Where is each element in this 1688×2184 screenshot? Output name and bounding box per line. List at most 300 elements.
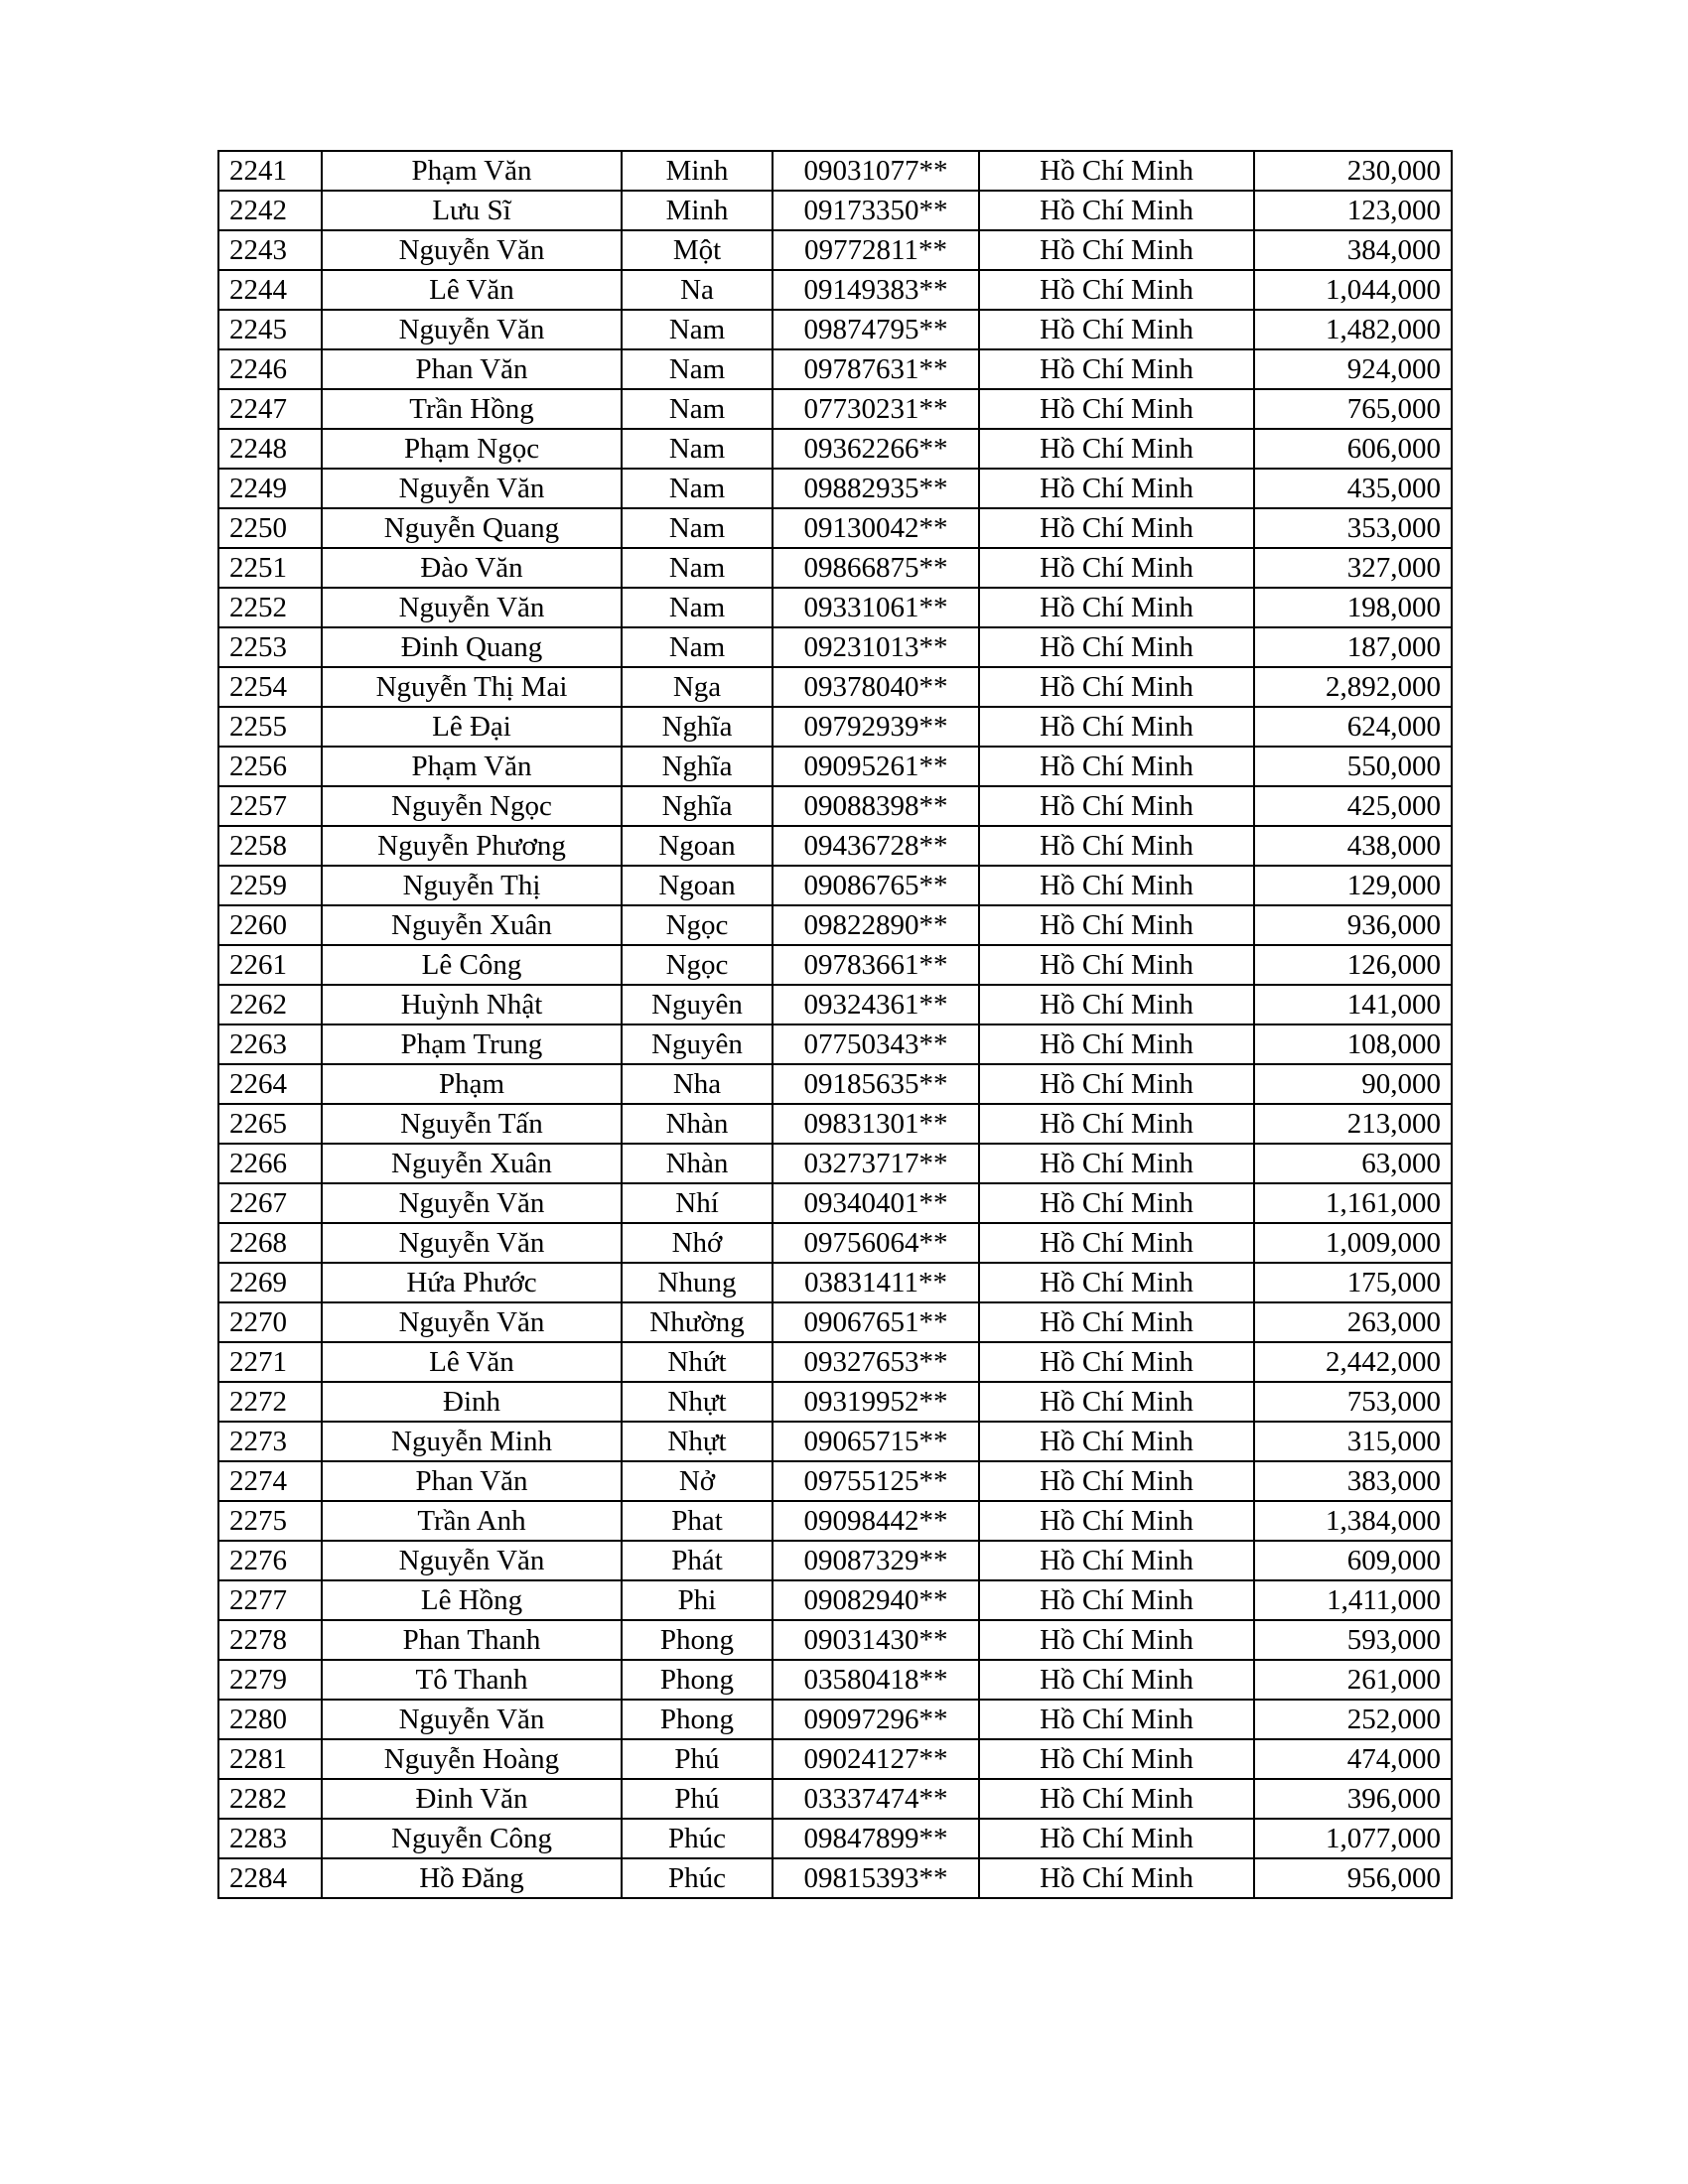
given-name-cell: Nhường (622, 1302, 773, 1342)
amount-cell: 1,482,000 (1254, 310, 1452, 349)
surname-cell: Đào Văn (322, 548, 622, 588)
city-cell: Hồ Chí Minh (979, 1422, 1254, 1461)
row-number-cell: 2259 (218, 866, 322, 905)
table-row (218, 1620, 1452, 1660)
amount-cell: 425,000 (1254, 786, 1452, 826)
phone-cell: 09097296** (773, 1700, 979, 1739)
given-name-cell: Nhung (622, 1263, 773, 1302)
city-cell: Hồ Chí Minh (979, 786, 1254, 826)
table-row (218, 1263, 1452, 1302)
given-name-cell: Ngoan (622, 866, 773, 905)
given-name-cell: Nam (622, 508, 773, 548)
amount-cell: 936,000 (1254, 905, 1452, 945)
given-name-cell: Nam (622, 389, 773, 429)
amount-cell: 129,000 (1254, 866, 1452, 905)
city-cell: Hồ Chí Minh (979, 1858, 1254, 1898)
surname-cell: Trần Hồng (322, 389, 622, 429)
amount-cell: 1,044,000 (1254, 270, 1452, 310)
given-name-cell: Một (622, 230, 773, 270)
amount-cell: 261,000 (1254, 1660, 1452, 1700)
city-cell: Hồ Chí Minh (979, 1779, 1254, 1819)
city-cell: Hồ Chí Minh (979, 1064, 1254, 1104)
city-cell: Hồ Chí Minh (979, 1660, 1254, 1700)
phone-cell: 09087329** (773, 1541, 979, 1580)
city-cell: Hồ Chí Minh (979, 1263, 1254, 1302)
table-row (218, 1064, 1452, 1104)
phone-cell: 09756064** (773, 1223, 979, 1263)
amount-cell: 315,000 (1254, 1422, 1452, 1461)
city-cell: Hồ Chí Minh (979, 1620, 1254, 1660)
amount-cell: 396,000 (1254, 1779, 1452, 1819)
given-name-cell: Nghĩa (622, 786, 773, 826)
row-number-cell: 2263 (218, 1024, 322, 1064)
surname-cell: Phan Văn (322, 349, 622, 389)
given-name-cell: Na (622, 270, 773, 310)
table-row (218, 389, 1452, 429)
surname-cell: Hứa Phước (322, 1263, 622, 1302)
table-row (218, 1660, 1452, 1700)
amount-cell: 1,384,000 (1254, 1501, 1452, 1541)
city-cell: Hồ Chí Minh (979, 389, 1254, 429)
phone-cell: 09831301** (773, 1104, 979, 1144)
table-row (218, 667, 1452, 707)
surname-cell: Tô Thanh (322, 1660, 622, 1700)
surname-cell: Huỳnh Nhật (322, 985, 622, 1024)
phone-cell: 09815393** (773, 1858, 979, 1898)
given-name-cell: Nhựt (622, 1422, 773, 1461)
row-number-cell: 2243 (218, 230, 322, 270)
table-row (218, 469, 1452, 508)
row-number-cell: 2248 (218, 429, 322, 469)
city-cell: Hồ Chí Minh (979, 1223, 1254, 1263)
surname-cell: Lưu Sĩ (322, 191, 622, 230)
city-cell: Hồ Chí Minh (979, 627, 1254, 667)
row-number-cell: 2256 (218, 747, 322, 786)
recipient-table (217, 150, 1453, 1899)
amount-cell: 1,161,000 (1254, 1183, 1452, 1223)
row-number-cell: 2274 (218, 1461, 322, 1501)
phone-cell: 09095261** (773, 747, 979, 786)
table-row (218, 1183, 1452, 1223)
surname-cell: Nguyễn Thị Mai (322, 667, 622, 707)
table-row (218, 1342, 1452, 1382)
given-name-cell: Minh (622, 151, 773, 191)
table-row (218, 945, 1452, 985)
phone-cell: 09331061** (773, 588, 979, 627)
row-number-cell: 2254 (218, 667, 322, 707)
amount-cell: 1,077,000 (1254, 1819, 1452, 1858)
surname-cell: Phạm Trung (322, 1024, 622, 1064)
city-cell: Hồ Chí Minh (979, 230, 1254, 270)
phone-cell: 09082940** (773, 1580, 979, 1620)
surname-cell: Phạm Văn (322, 151, 622, 191)
amount-cell: 230,000 (1254, 151, 1452, 191)
table-row (218, 349, 1452, 389)
given-name-cell: Phúc (622, 1858, 773, 1898)
city-cell: Hồ Chí Minh (979, 469, 1254, 508)
phone-cell: 09319952** (773, 1382, 979, 1422)
table-row (218, 1144, 1452, 1183)
given-name-cell: Nhàn (622, 1144, 773, 1183)
given-name-cell: Ngọc (622, 945, 773, 985)
phone-cell: 07750343** (773, 1024, 979, 1064)
city-cell: Hồ Chí Minh (979, 866, 1254, 905)
phone-cell: 09088398** (773, 786, 979, 826)
amount-cell: 108,000 (1254, 1024, 1452, 1064)
city-cell: Hồ Chí Minh (979, 905, 1254, 945)
surname-cell: Đinh Văn (322, 1779, 622, 1819)
phone-cell: 09787631** (773, 349, 979, 389)
amount-cell: 1,009,000 (1254, 1223, 1452, 1263)
table-row (218, 1858, 1452, 1898)
amount-cell: 263,000 (1254, 1302, 1452, 1342)
given-name-cell: Ngoan (622, 826, 773, 866)
amount-cell: 606,000 (1254, 429, 1452, 469)
phone-cell: 09847899** (773, 1819, 979, 1858)
row-number-cell: 2283 (218, 1819, 322, 1858)
surname-cell: Nguyễn Công (322, 1819, 622, 1858)
surname-cell: Lê Đại (322, 707, 622, 747)
surname-cell: Nguyễn Minh (322, 1422, 622, 1461)
table-row (218, 1461, 1452, 1501)
surname-cell: Nguyễn Xuân (322, 905, 622, 945)
amount-cell: 175,000 (1254, 1263, 1452, 1302)
surname-cell: Phạm Ngọc (322, 429, 622, 469)
amount-cell: 198,000 (1254, 588, 1452, 627)
amount-cell: 63,000 (1254, 1144, 1452, 1183)
row-number-cell: 2278 (218, 1620, 322, 1660)
city-cell: Hồ Chí Minh (979, 270, 1254, 310)
phone-cell: 09185635** (773, 1064, 979, 1104)
table-row (218, 786, 1452, 826)
row-number-cell: 2267 (218, 1183, 322, 1223)
given-name-cell: Nam (622, 469, 773, 508)
given-name-cell: Phi (622, 1580, 773, 1620)
amount-cell: 474,000 (1254, 1739, 1452, 1779)
table-row (218, 151, 1452, 191)
phone-cell: 09098442** (773, 1501, 979, 1541)
given-name-cell: Nam (622, 588, 773, 627)
surname-cell: Lê Công (322, 945, 622, 985)
surname-cell: Nguyễn Văn (322, 469, 622, 508)
city-cell: Hồ Chí Minh (979, 945, 1254, 985)
row-number-cell: 2277 (218, 1580, 322, 1620)
given-name-cell: Ngọc (622, 905, 773, 945)
amount-cell: 550,000 (1254, 747, 1452, 786)
surname-cell: Nguyễn Tấn (322, 1104, 622, 1144)
surname-cell: Nguyễn Ngọc (322, 786, 622, 826)
phone-cell: 09231013** (773, 627, 979, 667)
row-number-cell: 2260 (218, 905, 322, 945)
city-cell: Hồ Chí Minh (979, 1700, 1254, 1739)
table-row (218, 1501, 1452, 1541)
row-number-cell: 2280 (218, 1700, 322, 1739)
given-name-cell: Nga (622, 667, 773, 707)
given-name-cell: Phú (622, 1779, 773, 1819)
amount-cell: 435,000 (1254, 469, 1452, 508)
table-row (218, 270, 1452, 310)
phone-cell: 03580418** (773, 1660, 979, 1700)
phone-cell: 09149383** (773, 270, 979, 310)
table-row (218, 1104, 1452, 1144)
given-name-cell: Nam (622, 627, 773, 667)
table-row (218, 1779, 1452, 1819)
row-number-cell: 2268 (218, 1223, 322, 1263)
row-number-cell: 2265 (218, 1104, 322, 1144)
surname-cell: Hồ Đăng (322, 1858, 622, 1898)
phone-cell: 09067651** (773, 1302, 979, 1342)
surname-cell: Nguyễn Văn (322, 310, 622, 349)
surname-cell: Lê Văn (322, 270, 622, 310)
city-cell: Hồ Chí Minh (979, 747, 1254, 786)
amount-cell: 2,892,000 (1254, 667, 1452, 707)
row-number-cell: 2257 (218, 786, 322, 826)
city-cell: Hồ Chí Minh (979, 1382, 1254, 1422)
row-number-cell: 2282 (218, 1779, 322, 1819)
given-name-cell: Nghĩa (622, 747, 773, 786)
amount-cell: 213,000 (1254, 1104, 1452, 1144)
given-name-cell: Nam (622, 349, 773, 389)
amount-cell: 609,000 (1254, 1541, 1452, 1580)
table-row (218, 191, 1452, 230)
given-name-cell: Nở (622, 1461, 773, 1501)
given-name-cell: Nam (622, 429, 773, 469)
city-cell: Hồ Chí Minh (979, 1302, 1254, 1342)
given-name-cell: Phong (622, 1620, 773, 1660)
surname-cell: Đinh Quang (322, 627, 622, 667)
given-name-cell: Nhàn (622, 1104, 773, 1144)
surname-cell: Lê Văn (322, 1342, 622, 1382)
phone-cell: 09792939** (773, 707, 979, 747)
row-number-cell: 2252 (218, 588, 322, 627)
table-row (218, 1024, 1452, 1064)
surname-cell: Nguyễn Văn (322, 1302, 622, 1342)
amount-cell: 141,000 (1254, 985, 1452, 1024)
amount-cell: 924,000 (1254, 349, 1452, 389)
table-row (218, 588, 1452, 627)
given-name-cell: Phát (622, 1541, 773, 1580)
surname-cell: Phan Văn (322, 1461, 622, 1501)
amount-cell: 753,000 (1254, 1382, 1452, 1422)
given-name-cell: Nhí (622, 1183, 773, 1223)
row-number-cell: 2246 (218, 349, 322, 389)
row-number-cell: 2281 (218, 1739, 322, 1779)
phone-cell: 09822890** (773, 905, 979, 945)
city-cell: Hồ Chí Minh (979, 667, 1254, 707)
given-name-cell: Nha (622, 1064, 773, 1104)
table-row (218, 1739, 1452, 1779)
city-cell: Hồ Chí Minh (979, 707, 1254, 747)
amount-cell: 252,000 (1254, 1700, 1452, 1739)
phone-cell: 09772811** (773, 230, 979, 270)
surname-cell: Phan Thanh (322, 1620, 622, 1660)
row-number-cell: 2270 (218, 1302, 322, 1342)
phone-cell: 09866875** (773, 548, 979, 588)
given-name-cell: Nhựt (622, 1382, 773, 1422)
row-number-cell: 2261 (218, 945, 322, 985)
row-number-cell: 2276 (218, 1541, 322, 1580)
amount-cell: 765,000 (1254, 389, 1452, 429)
row-number-cell: 2271 (218, 1342, 322, 1382)
phone-cell: 07730231** (773, 389, 979, 429)
given-name-cell: Nam (622, 310, 773, 349)
surname-cell: Nguyễn Văn (322, 1183, 622, 1223)
surname-cell: Nguyễn Văn (322, 1700, 622, 1739)
phone-cell: 09031077** (773, 151, 979, 191)
amount-cell: 327,000 (1254, 548, 1452, 588)
row-number-cell: 2258 (218, 826, 322, 866)
given-name-cell: Nhứt (622, 1342, 773, 1382)
amount-cell: 438,000 (1254, 826, 1452, 866)
row-number-cell: 2244 (218, 270, 322, 310)
table-row (218, 508, 1452, 548)
phone-cell: 03273717** (773, 1144, 979, 1183)
phone-cell: 09378040** (773, 667, 979, 707)
table-row (218, 1382, 1452, 1422)
phone-cell: 09327653** (773, 1342, 979, 1382)
row-number-cell: 2273 (218, 1422, 322, 1461)
phone-cell: 09086765** (773, 866, 979, 905)
row-number-cell: 2266 (218, 1144, 322, 1183)
surname-cell: Nguyễn Văn (322, 588, 622, 627)
table-row (218, 905, 1452, 945)
surname-cell: Nguyễn Văn (322, 1223, 622, 1263)
city-cell: Hồ Chí Minh (979, 985, 1254, 1024)
table-row (218, 1700, 1452, 1739)
city-cell: Hồ Chí Minh (979, 1104, 1254, 1144)
city-cell: Hồ Chí Minh (979, 1024, 1254, 1064)
phone-cell: 09755125** (773, 1461, 979, 1501)
row-number-cell: 2269 (218, 1263, 322, 1302)
table-row (218, 548, 1452, 588)
phone-cell: 09874795** (773, 310, 979, 349)
amount-cell: 956,000 (1254, 1858, 1452, 1898)
surname-cell: Nguyễn Thị (322, 866, 622, 905)
phone-cell: 09024127** (773, 1739, 979, 1779)
phone-cell: 09362266** (773, 429, 979, 469)
given-name-cell: Phú (622, 1739, 773, 1779)
row-number-cell: 2251 (218, 548, 322, 588)
city-cell: Hồ Chí Minh (979, 1501, 1254, 1541)
surname-cell: Trần Anh (322, 1501, 622, 1541)
city-cell: Hồ Chí Minh (979, 310, 1254, 349)
table-row (218, 1422, 1452, 1461)
table-row (218, 429, 1452, 469)
city-cell: Hồ Chí Minh (979, 429, 1254, 469)
table-row (218, 1580, 1452, 1620)
city-cell: Hồ Chí Minh (979, 548, 1254, 588)
city-cell: Hồ Chí Minh (979, 191, 1254, 230)
surname-cell: Nguyễn Văn (322, 230, 622, 270)
phone-cell: 03831411** (773, 1263, 979, 1302)
phone-cell: 09130042** (773, 508, 979, 548)
table-row (218, 826, 1452, 866)
amount-cell: 2,442,000 (1254, 1342, 1452, 1382)
table-row (218, 1223, 1452, 1263)
city-cell: Hồ Chí Minh (979, 349, 1254, 389)
phone-cell: 09031430** (773, 1620, 979, 1660)
row-number-cell: 2272 (218, 1382, 322, 1422)
row-number-cell: 2247 (218, 389, 322, 429)
surname-cell: Phạm Văn (322, 747, 622, 786)
city-cell: Hồ Chí Minh (979, 1183, 1254, 1223)
given-name-cell: Nghĩa (622, 707, 773, 747)
surname-cell: Nguyễn Hoàng (322, 1739, 622, 1779)
table-row (218, 866, 1452, 905)
given-name-cell: Nam (622, 548, 773, 588)
given-name-cell: Nhớ (622, 1223, 773, 1263)
surname-cell: Nguyễn Văn (322, 1541, 622, 1580)
amount-cell: 123,000 (1254, 191, 1452, 230)
row-number-cell: 2242 (218, 191, 322, 230)
phone-cell: 09065715** (773, 1422, 979, 1461)
given-name-cell: Nguyên (622, 985, 773, 1024)
given-name-cell: Phúc (622, 1819, 773, 1858)
table-row (218, 627, 1452, 667)
phone-cell: 09324361** (773, 985, 979, 1024)
amount-cell: 624,000 (1254, 707, 1452, 747)
city-cell: Hồ Chí Minh (979, 1819, 1254, 1858)
given-name-cell: Phong (622, 1660, 773, 1700)
surname-cell: Phạm (322, 1064, 622, 1104)
amount-cell: 353,000 (1254, 508, 1452, 548)
phone-cell: 09436728** (773, 826, 979, 866)
city-cell: Hồ Chí Minh (979, 1342, 1254, 1382)
row-number-cell: 2279 (218, 1660, 322, 1700)
amount-cell: 187,000 (1254, 627, 1452, 667)
phone-cell: 09340401** (773, 1183, 979, 1223)
city-cell: Hồ Chí Minh (979, 826, 1254, 866)
row-number-cell: 2262 (218, 985, 322, 1024)
row-number-cell: 2255 (218, 707, 322, 747)
table-row (218, 1541, 1452, 1580)
city-cell: Hồ Chí Minh (979, 1541, 1254, 1580)
phone-cell: 03337474** (773, 1779, 979, 1819)
row-number-cell: 2284 (218, 1858, 322, 1898)
amount-cell: 1,411,000 (1254, 1580, 1452, 1620)
table-row (218, 1819, 1452, 1858)
city-cell: Hồ Chí Minh (979, 508, 1254, 548)
row-number-cell: 2264 (218, 1064, 322, 1104)
given-name-cell: Phat (622, 1501, 773, 1541)
given-name-cell: Phong (622, 1700, 773, 1739)
surname-cell: Nguyễn Quang (322, 508, 622, 548)
phone-cell: 09783661** (773, 945, 979, 985)
table-row (218, 707, 1452, 747)
table-row (218, 310, 1452, 349)
amount-cell: 90,000 (1254, 1064, 1452, 1104)
table-row (218, 985, 1452, 1024)
given-name-cell: Nguyên (622, 1024, 773, 1064)
amount-cell: 593,000 (1254, 1620, 1452, 1660)
city-cell: Hồ Chí Minh (979, 1144, 1254, 1183)
amount-cell: 383,000 (1254, 1461, 1452, 1501)
row-number-cell: 2275 (218, 1501, 322, 1541)
city-cell: Hồ Chí Minh (979, 151, 1254, 191)
city-cell: Hồ Chí Minh (979, 1739, 1254, 1779)
row-number-cell: 2250 (218, 508, 322, 548)
surname-cell: Nguyễn Xuân (322, 1144, 622, 1183)
table-row (218, 747, 1452, 786)
city-cell: Hồ Chí Minh (979, 588, 1254, 627)
surname-cell: Lê Hồng (322, 1580, 622, 1620)
given-name-cell: Minh (622, 191, 773, 230)
amount-cell: 384,000 (1254, 230, 1452, 270)
amount-cell: 126,000 (1254, 945, 1452, 985)
table-row (218, 230, 1452, 270)
city-cell: Hồ Chí Minh (979, 1580, 1254, 1620)
surname-cell: Đinh (322, 1382, 622, 1422)
